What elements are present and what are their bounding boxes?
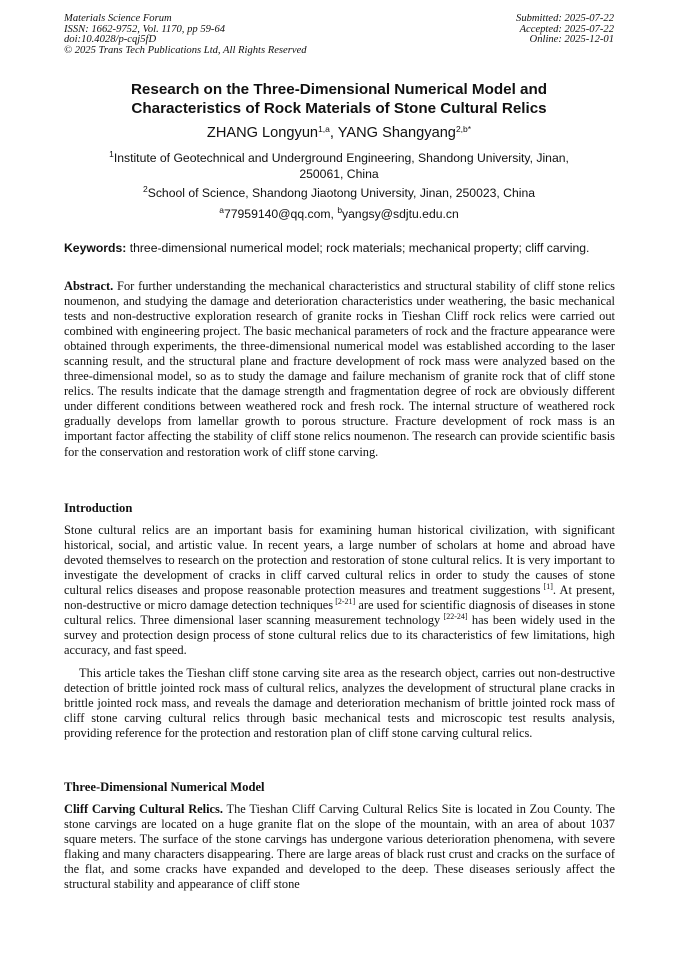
introduction-heading: Introduction xyxy=(64,501,133,515)
section-3d-heading: Three-Dimensional Numerical Model xyxy=(64,780,265,794)
affiliation-1-line-1: Institute of Geotechnical and Underground Engineering, Shandong University, Jinan, xyxy=(113,151,569,165)
citation-1[interactable]: [1] xyxy=(540,582,553,592)
author-separator: , xyxy=(329,125,338,141)
affiliation-1 xyxy=(64,150,614,182)
journal-name: Materials Science Forum xyxy=(64,13,172,24)
email-b-marker: b xyxy=(337,205,343,215)
issn: ISSN: 1662-9752, Vol. 1170, pp 59-64 xyxy=(64,23,226,35)
copyright: © 2025 Trans Tech Publications Ltd, All Rights Reserved xyxy=(64,44,307,56)
intro-p1-part-c: are used for scientific diagnosis of diseases in stone cultural relics. Three dimensional laser scanning measurement technology xyxy=(64,598,615,628)
author-emails xyxy=(64,206,614,222)
author-2: YANG Shangyang xyxy=(337,125,456,141)
affiliation-2 xyxy=(64,185,614,201)
abstract-label: Abstract. xyxy=(64,279,114,293)
affiliation-1-line-2: 250061, China xyxy=(299,167,379,181)
email-b[interactable]: yangsy@sdjtu.edu.cn xyxy=(342,207,459,221)
cliff-carving-text: The Tieshan Cliff Carving Cultural Relics Site is located in Zou County. The stone carvings are located on a huge granite flat on the slope of the mountain, with an area of about 1037 square meters. The surface of the stone carvings has undergone various deterioration phenomena, with severe flaking and many characters disappearing. There are large areas of black rust crust and cracks on the surface of the flat, and some cracks have expanded and developed to the deep. These diseases seriously affect the structural stability and appearance of cliff stone xyxy=(64,802,616,892)
keywords-text: three-dimensional numerical model; rock materials; mechanical property; cliff carving. xyxy=(126,241,590,255)
title-line-2: Characteristics of Rock Materials of Stone Cultural Relics xyxy=(131,100,547,117)
author-1: ZHANG Longyun xyxy=(206,125,319,141)
submitted-date: Submitted: 2025-07-22 xyxy=(516,13,614,24)
affiliation-2-marker: 2 xyxy=(142,184,148,194)
affiliation-1-marker: 1 xyxy=(109,149,114,159)
header-left xyxy=(64,14,307,56)
keywords-label: Keywords: xyxy=(64,241,127,255)
intro-p1-part-b: . At present, non-destructive or micro damage detection techniques xyxy=(64,583,615,613)
online-date: Online: 2025-12-01 xyxy=(529,34,614,46)
keywords xyxy=(64,240,616,256)
header-right xyxy=(516,14,614,46)
introduction-paragraph-1 xyxy=(64,523,615,658)
introduction-paragraph-2: This article takes the Tieshan cliff stone carving site area as the research object, carries out non-destructive detection of brittle jointed rock mass of cultural relics, analyzes the development of structural plane cracks in brittle jointed rock mass, and reveals the damage and deterioration mechanism of brittle jointed rock mass of cliff stone carving cultural relics through basic mechanical tests and microscopic test results analysis, providing reference for the protection and restoration plan of cliff stone carving cultural relics. xyxy=(64,666,615,741)
intro-p1-part-d: has been widely used in the survey and protection design process of stone cultural relics due to its characteristics of few limitations, high accuracy, and fast speed. xyxy=(64,613,615,658)
citation-22-24[interactable]: [22-24] xyxy=(440,612,468,622)
affiliation-2-text: School of Science, Shandong Jiaotong University, Jinan, 250023, China xyxy=(147,186,536,200)
paper-title xyxy=(64,80,614,118)
email-separator: , xyxy=(330,207,338,221)
title-line-1: Research on the Three-Dimensional Numerical Model and xyxy=(130,81,548,98)
cliff-carving-lead: Cliff Carving Cultural Relics. xyxy=(64,802,223,816)
intro-p1-part-a: Stone cultural relics are an important basis for examining human historical civilization, with significant historical, social, and artistic value. In recent years, a large number of scholars at home and abroad have devoted themselves to research on the protection and restoration of stone cultural relics. It is very important to investigate the development of cracks in cliff carved cultural relics in order to study the causes of stone cultural relics diseases and propose reasonable protection measures and treatment suggestions xyxy=(64,523,615,598)
doi[interactable]: doi:10.4028/p-cqj5fD xyxy=(64,34,157,46)
abstract-text: For further understanding the mechanical characteristics and structural stability of cliff stone relics noumenon, and studying the damage and deterioration characteristics under weathering, the basic mechanical tests and non-destructive exploration research of granite rocks in Tieshan Cliff rock relics were carried out combined with engineering project. The basic mechanical parameters of rock and the fracture appearance were obtained through experiments, the three-dimensional numerical model was established according to the laser scanning result, and the structural plane and fracture development of rock mass were analyzed based on the three-dimensional model, so as to study the damage and failure mechanism of granite rock that of cliff stone relics. The results indicate that the damage strength and fragmentation degree of rock are obviously different under different conditions between weathered rock and fresh rock. The internal structure of weathered rock gradually develops from lamellar growth to porous structure. Fracture development of rock mass is an important factor affecting the stability of cliff stone relics noumenon. The research can provide scientific basis for the conservation and restoration work of cliff stone carving. xyxy=(64,279,615,459)
author-list xyxy=(64,124,614,142)
email-a[interactable]: 77959140@qq.com xyxy=(223,207,331,221)
citation-2-21[interactable]: [2-21] xyxy=(333,597,356,607)
author-1-affiliation: 1,a xyxy=(318,124,330,134)
author-2-affiliation: 2,b* xyxy=(455,124,472,134)
section-3d-paragraph xyxy=(64,802,615,892)
email-a-marker: a xyxy=(219,205,224,215)
accepted-date: Accepted: 2025-07-22 xyxy=(519,23,614,35)
abstract xyxy=(64,279,615,460)
